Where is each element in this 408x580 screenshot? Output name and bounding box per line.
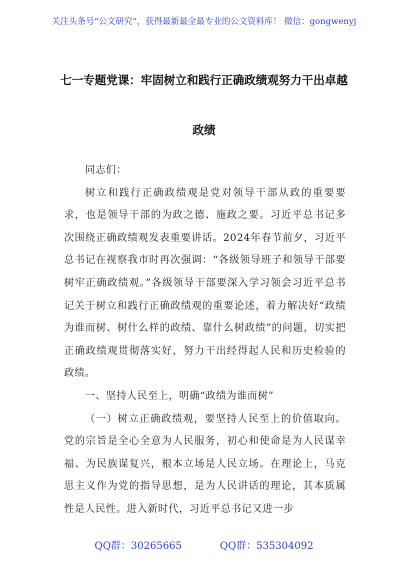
paragraph-intro: 树立和践行正确政绩观是党对领导干部从政的重要要求，也是领导干部的为政之德、施政之要。习近平总书记多次围绕正确政绩观发表重要讲话。2024年春节前夕，习近平总书记在视察我市时再次强调：“各级领导班子和领导干部要树牢正确政绩观。”各级领导干部要深入学习领会习近平总书记关于树立和践行正确政绩观的重要论述，着力解决好“政绩为谁而树、树什么样的政绩、靠什么树政绩”的问题，切实把正确政绩观贯彻落实好，努力干出经得起人民和历史检验的政绩。: [64, 187, 346, 380]
document-title-line-1: 七一专题党课：牢固树立和践行正确政绩观努力干出卓越: [60, 73, 348, 87]
footer-qq-group-1: QQ群：30265665: [94, 541, 182, 552]
subsection-label-1: （一）树立正确政绩观，要坚持人民至上的价值取向。: [85, 413, 346, 425]
document-body: [64, 160, 346, 522]
footer-qq-group-2: QQ群：535304092: [219, 541, 314, 552]
footer-contact: [0, 537, 408, 552]
salutation: 同志们：: [85, 165, 127, 176]
subsection-paragraph-1: [64, 409, 346, 522]
subsection-text-1: 党的宗旨是全心全意为人民服务，初心和使命是为人民谋幸福、为民族谋复兴，根本立场是人民立场。在理论上，马克思主义作为党的指导思想，是为人民讲话的理论，其本质属性是人民性。进入新时代，习近平总书记又进一步: [64, 436, 346, 515]
header-promo-note: 关注头条号“公文研究”，获得最新最全最专业的公文资料库！ 微信：gongwenyj: [51, 17, 357, 27]
document-title-line-2: 政绩: [192, 123, 216, 137]
section-heading-1: 一、坚持人民至上，明确“政绩为谁而树”: [85, 390, 274, 402]
